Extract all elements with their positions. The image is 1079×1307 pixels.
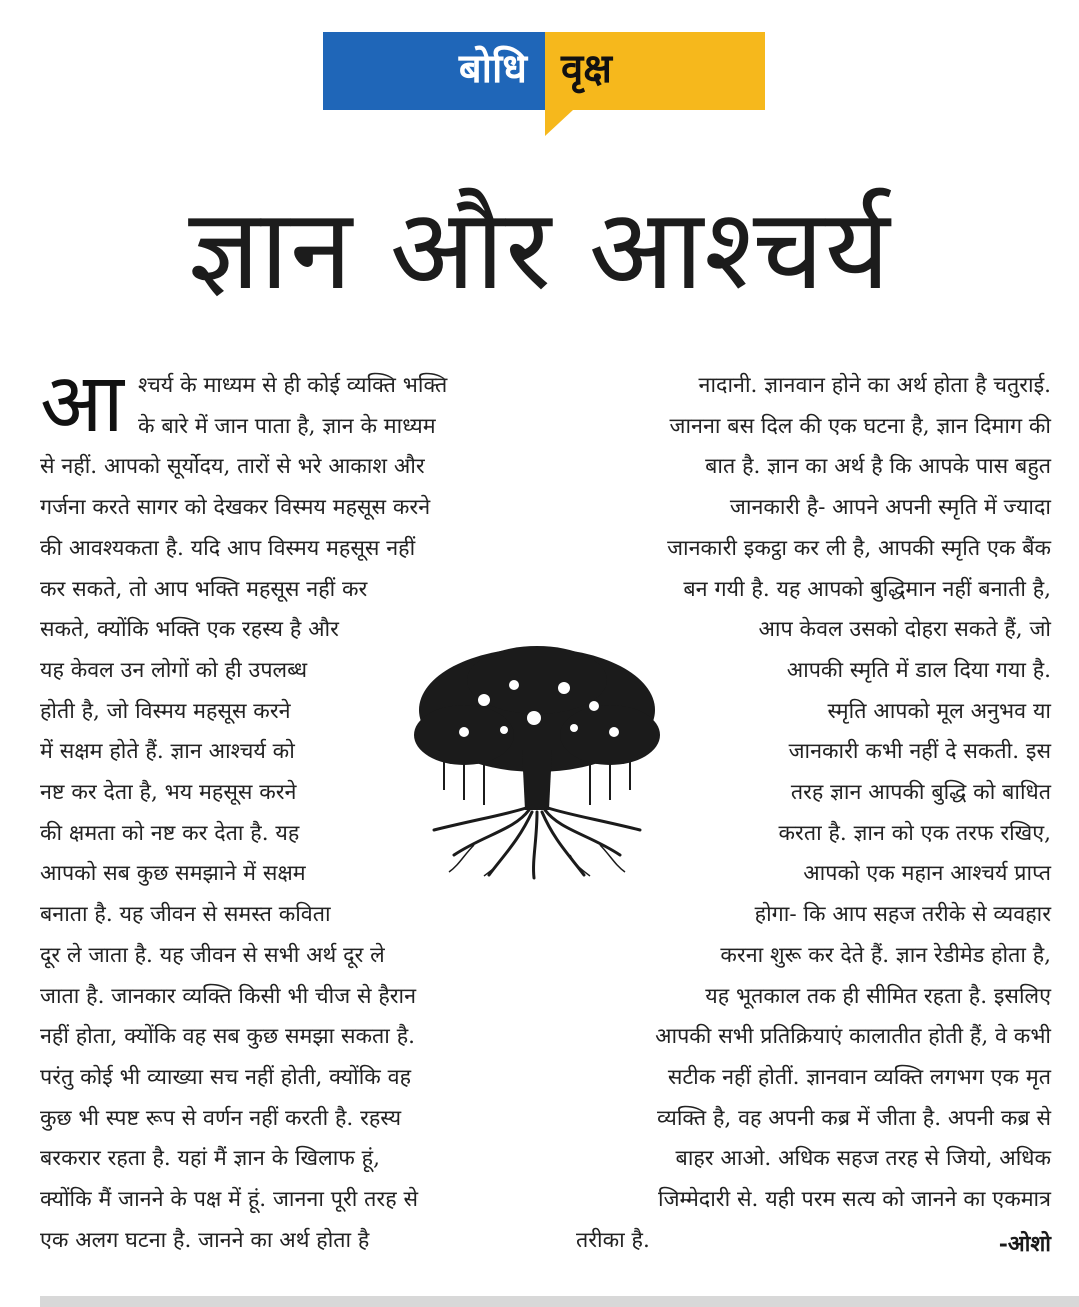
text-line: आपको एक महान आश्चर्य प्राप्त [803, 861, 1051, 887]
text-line: की क्षमता को नष्ट कर देता है. यह [40, 820, 300, 846]
text-line: नादानी. ज्ञानवान होने का अर्थ होता है चतुराई. [698, 373, 1051, 398]
text-line: व्यक्ति है, वह अपनी कब्र में जीता है. अपनी कब्र से [657, 1105, 1051, 1131]
page-title: ज्ञान और आश्चर्य [188, 185, 891, 315]
text-line: बनाता है. यह जीवन से समस्त कविता [40, 902, 331, 928]
text-line: आप केवल उसको दोहरा सकते हैं, जो [758, 617, 1051, 643]
text-line: जानकारी इकट्ठा कर ली है, आपकी स्मृति एक बैंक [667, 535, 1051, 561]
text-line: करना शुरू कर देते हैं. ज्ञान रेडीमेड होता है, [720, 942, 1051, 968]
text-line: जानकारी कभी नहीं दे सकती. इस [788, 739, 1051, 765]
text-line: आपकी स्मृति में डाल दिया गया है. [786, 657, 1051, 683]
banner-right-text: वृक्ष [561, 46, 612, 92]
text-line: कुछ भी स्पष्ट रूप से वर्णन नहीं करती है. रहस्य [40, 1105, 402, 1131]
banner-left-text: बोधि [458, 46, 527, 92]
author-signature: -ओशो [998, 1231, 1051, 1257]
text-line: एक अलग घटना है. जानने का अर्थ होता है [40, 1227, 370, 1253]
text-line: में सक्षम होते हैं. ज्ञान आश्चर्य को [40, 739, 295, 765]
bottom-divider [40, 1296, 1079, 1307]
text-line: बात है. ज्ञान का अर्थ है कि आपके पास बहुत [705, 454, 1051, 480]
text-line: नहीं होता, क्योंकि वह सब कुछ समझा सकता है. [40, 1024, 415, 1050]
banyan-tree-icon [404, 640, 670, 880]
text-line: यह केवल उन लोगों को ही उपलब्ध [40, 657, 308, 683]
drop-cap: आ [40, 356, 124, 451]
text-line: तरह ज्ञान आपकी बुद्धि को बाधित [790, 780, 1051, 806]
text-line: नष्ट कर देता है, भय महसूस करने [40, 780, 297, 806]
banner-pointer [545, 110, 573, 136]
text-line: तरीका है. [576, 1227, 650, 1253]
text-line: जानकारी है- आपने अपनी स्मृति में ज्यादा [729, 495, 1051, 521]
text-line: यह भूतकाल तक ही सीमित रहता है. इसलिए [705, 983, 1051, 1009]
text-line: कर सकते, तो आप भक्ति महसूस नहीं कर [40, 576, 368, 602]
banner-left [323, 32, 545, 110]
text-line: सटीक नहीं होतीं. ज्ञानवान व्यक्ति लगभग एक मृत [667, 1064, 1051, 1090]
text-line: आपको सब कुछ समझाने में सक्षम [40, 861, 306, 887]
text-line: की आवश्यकता है. यदि आप विस्मय महसूस नहीं [40, 535, 416, 561]
text-line: करता है. ज्ञान को एक तरफ रखिए, [778, 820, 1051, 846]
section-banner [323, 32, 765, 110]
text-line: जाता है. जानकार व्यक्ति किसी भी चीज से हैरान [40, 983, 417, 1009]
banner-right [545, 32, 765, 110]
text-line: बाहर आओ. अधिक सहज तरह से जियो, अधिक [675, 1146, 1051, 1172]
text-line: परंतु कोई भी व्याख्या सच नहीं होती, क्योंकि वह [40, 1064, 412, 1090]
text-line: सकते, क्योंकि भक्ति एक रहस्य है और [40, 617, 339, 643]
text-line: क्योंकि मैं जानने के पक्ष में हूं. जानना पूरी तरह से [40, 1187, 418, 1213]
text-line: होगा- कि आप सहज तरीके से व्यवहार [754, 902, 1051, 928]
text-line: के बारे में जान पाता है, ज्ञान के माध्यम [138, 413, 436, 439]
text-line: दूर ले जाता है. यह जीवन से सभी अर्थ दूर ले [40, 942, 385, 968]
text-line: जिम्मेदारी से. यही परम सत्य को जानने का एकमात्र [658, 1187, 1051, 1213]
text-line: स्मृति आपको मूल अनुभव या [827, 698, 1051, 724]
text-line: से नहीं. आपको सूर्योदय, तारों से भरे आकाश और [40, 454, 425, 480]
text-line: श्चर्य के माध्यम से ही कोई व्यक्ति भक्ति [138, 373, 448, 398]
text-line: होती है, जो विस्मय महसूस करने [40, 698, 291, 724]
text-line: जानना बस दिल की एक घटना है, ज्ञान दिमाग की [669, 413, 1051, 439]
text-line: बरकरार रहता है. यहां मैं ज्ञान के खिलाफ हूं, [40, 1146, 380, 1172]
text-line: आपकी सभी प्रतिक्रियाएं कालातीत होती हैं, वे कभी [655, 1024, 1051, 1050]
text-line: गर्जना करते सागर को देखकर विस्मय महसूस करने [40, 495, 431, 521]
text-line: बन गयी है. यह आपको बुद्धिमान नहीं बनाती है, [683, 576, 1051, 602]
